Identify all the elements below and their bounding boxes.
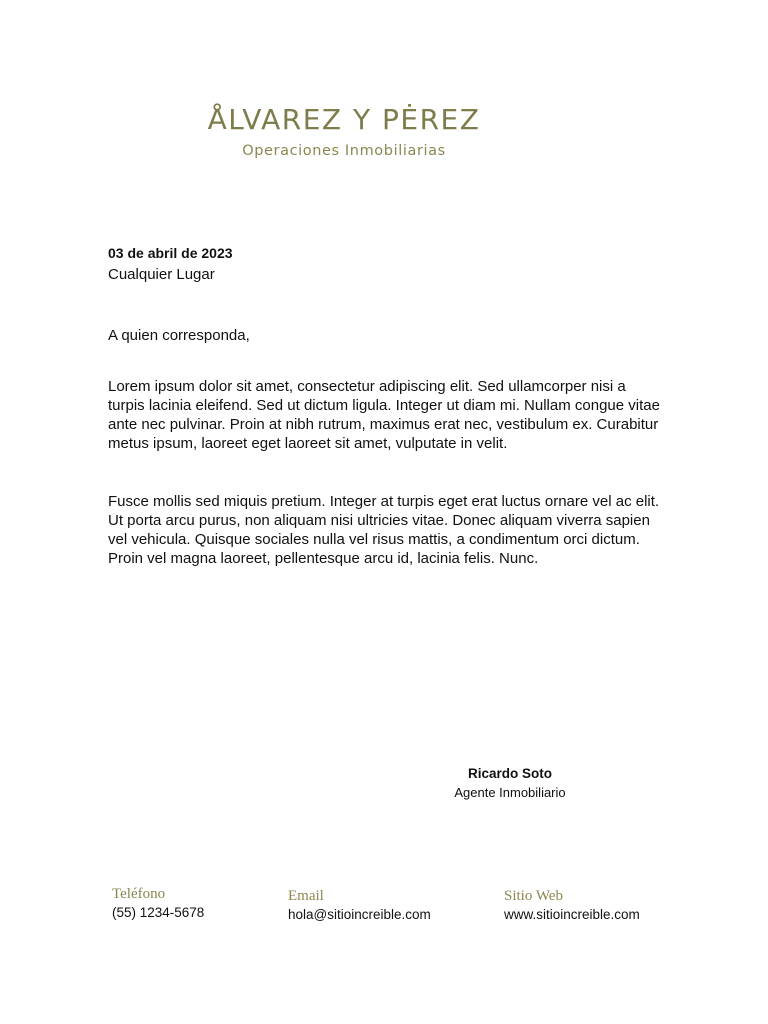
footer-email	[288, 888, 431, 922]
body-paragraph-1: Lorem ipsum dolor sit amet, consectetur adipiscing elit. Sed ullamcorper nisi a turpis lacinia eleifend. Sed ut dictum ligula. Integer ut diam mi. Nullam congue vitae ante nec pulvinar. Proin at nibh rutrum, maximus erat nec, vestibulum ex. Curabitur metus ipsum, laoreet eget laoreet sit amet, vulputate in velit.	[108, 378, 660, 452]
signature-block	[430, 766, 590, 800]
letter-date: 03 de abril de 2023	[108, 245, 233, 261]
body-paragraph-2: Fusce mollis sed miquis pretium. Integer at turpis eget erat luctus ornare vel ac elit. Ut porta arcu purus, non aliquam nisi ultricies vitae. Donec aliquam viverra sapien vel vehicula. Quisque sociales nulla vel risus mattis, a condimentum orci dictum. Proin vel magna laoreet, pellentesque arcu id, lacinia felis. Nunc.	[108, 493, 660, 567]
company-name: ÅLVAREZ Y PĖREZ	[207, 103, 481, 136]
letterhead	[0, 103, 688, 159]
letter-place: Cualquier Lugar	[108, 266, 215, 283]
footer-website	[504, 888, 640, 922]
signer-role: Agente Inmobiliario	[454, 785, 566, 800]
email-value: hola@sitioincreible.com	[288, 907, 431, 922]
phone-value: (55) 1234-5678	[112, 905, 205, 920]
salutation: A quien corresponda,	[108, 327, 250, 344]
phone-label: Teléfono	[112, 886, 166, 902]
email-label: Email	[288, 888, 324, 904]
signer-name: Ricardo Soto	[467, 766, 552, 781]
website-value: www.sitioincreible.com	[504, 907, 640, 922]
website-label: Sitio Web	[504, 888, 563, 904]
company-tagline: Operaciones Inmobiliarias	[242, 143, 446, 159]
footer-phone	[112, 886, 204, 920]
